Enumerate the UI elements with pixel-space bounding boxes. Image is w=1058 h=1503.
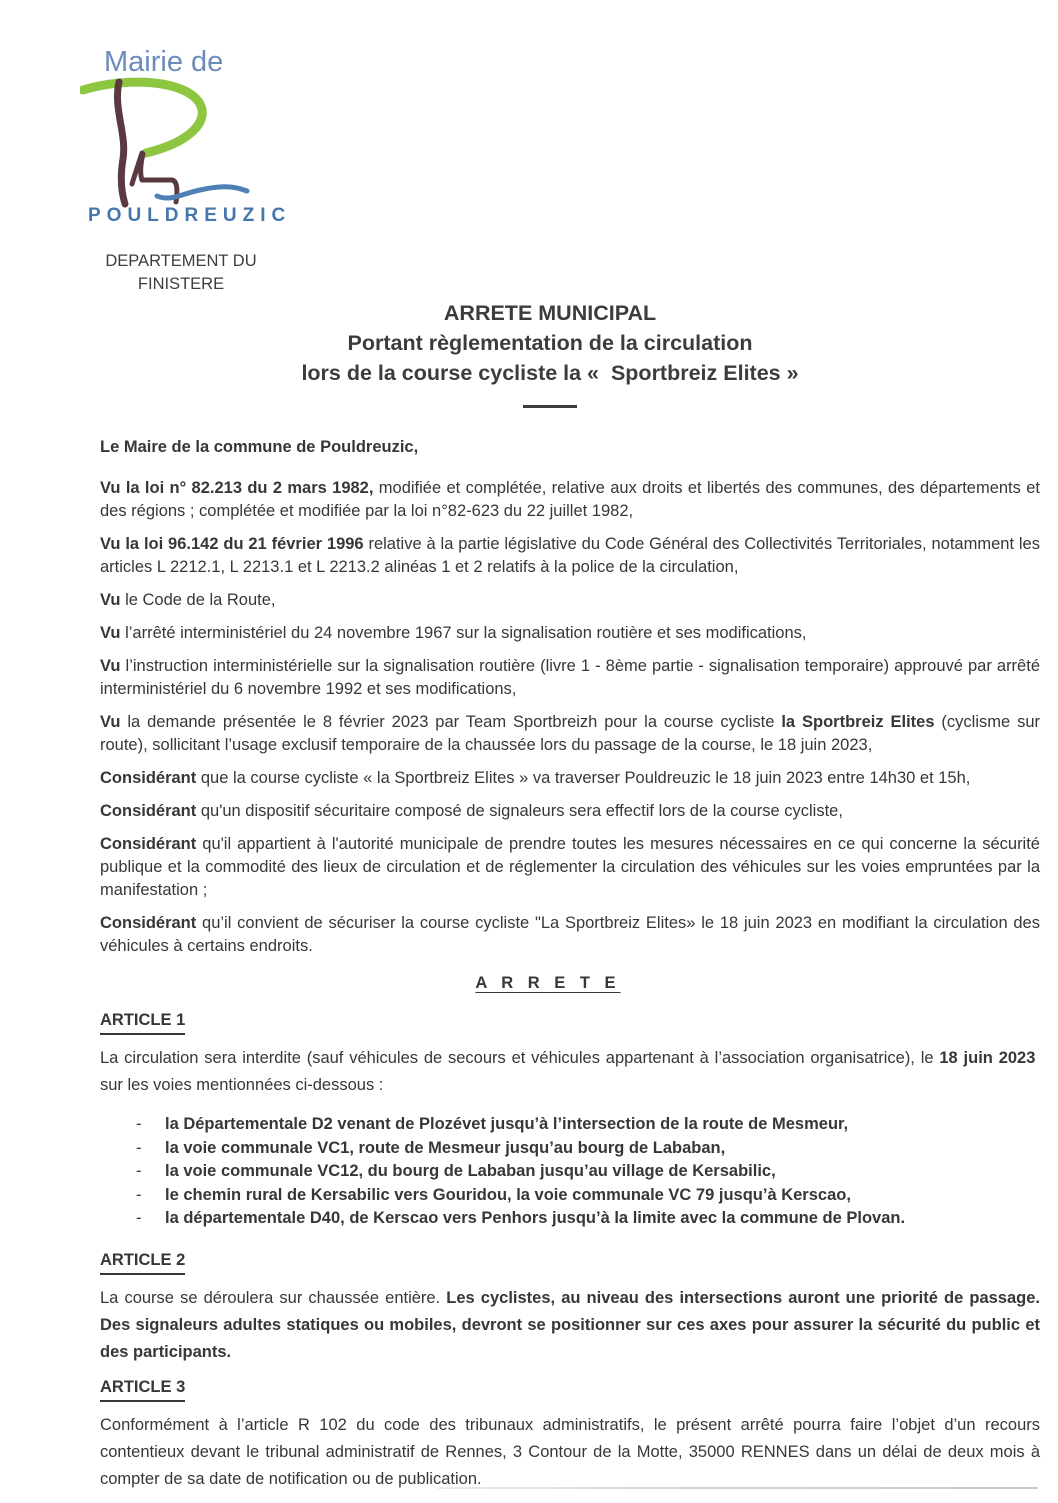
article-2-paragraph: La course se déroulera sur chaussée entière. Les cyclistes, au niveau des intersections auront une priorité de passage. Des signaleurs adultes statiques ou mobiles, devront se positionner sur ces axes pour assurer la sécurité du public et des participants. xyxy=(100,1288,1041,1361)
title-line-3: lors de la course cycliste la « Sportbreiz Elites » xyxy=(301,361,799,385)
article-3-heading: ARTICLE 3 xyxy=(100,1376,185,1402)
document-body xyxy=(100,436,1040,1503)
logo-green-swoosh-icon xyxy=(83,82,202,153)
recital-paragraph-2: Vu la loi 96.142 du 21 février 1996 relative à la partie législative du Code Général des Collectivités Territoriales, notamment les articles L 2212.1, L 2213.1 et L 2213.2 alinéas 1 et 2 relatifs à la police de la circulation, xyxy=(100,535,1040,576)
article-1-intro: La circulation sera interdite (sauf véhicules de secours et véhicules appartenant à l’association organisatrice), le 18 juin 2023 sur les voies mentionnées ci-dessous : xyxy=(100,1049,1040,1094)
list-item: - la départementale D40, de Kerscao vers Penhors jusqu’à la limite avec la commune de Plovan. xyxy=(100,1207,1040,1231)
logo-mairie-de-text: Mairie de xyxy=(104,46,224,78)
recital-paragraph-4: Vu l’arrêté interministériel du 24 novembre 1967 sur la signalisation routière et ses modifications, xyxy=(100,624,807,642)
scan-artifact-line xyxy=(438,1487,1038,1489)
title-line-1: ARRETE MUNICIPAL xyxy=(443,301,657,325)
recital-paragraph-5: Vu l’instruction interministérielle sur la signalisation routière (livre 1 - 8ème partie - signalisation temporaire) approuvé par arrêté interministériel du 6 novembre 1992 et ses modifications, xyxy=(100,657,1040,698)
road-closure-list xyxy=(100,1113,1040,1231)
recital-paragraph-8: Considérant qu'un dispositif sécuritaire composé de signaleurs sera effectif lors de la course cycliste, xyxy=(100,802,843,820)
dash-bullet: - xyxy=(136,1138,142,1157)
dash-bullet: - xyxy=(136,1115,142,1133)
list-item: - la voie communale VC1, route de Mesmeur jusqu’au bourg de Lababan, xyxy=(100,1137,1040,1161)
department-line2: FINISTERE xyxy=(137,275,225,293)
article-1-heading: ARTICLE 1 xyxy=(100,1009,185,1035)
dash-bullet: - xyxy=(136,1185,142,1204)
recital-paragraph-6: Vu la demande présentée le 8 février 2023 par Team Sportbreizh pour la course cycliste la Sportbreiz Elites (cyclisme sur route), sollicitant l’usage exclusif temporaire de la chaussée lors du passage de la course, le 18 juin 2023, xyxy=(100,713,1040,754)
department-block xyxy=(100,250,262,296)
department-line1: DEPARTEMENT DU xyxy=(105,252,257,270)
title-divider xyxy=(523,405,577,408)
recital-paragraph-7: Considérant que la course cycliste « la Sportbreiz Elites » va traverser Pouldreuzic le 18 juin 2023 entre 14h30 et 15h, xyxy=(100,769,971,787)
article-3-paragraph: Conformément à l’article R 102 du code des tribunaux administratifs, le présent arrêté pourra faire l’objet d’un recours contentieux devant le tribunal administratif de Rennes, 3 Contour de la Motte, 35000 RENNES dans un délai de deux mois à compter de sa date de notification ou de publication. xyxy=(100,1415,1040,1488)
logo-brown-stroke-icon xyxy=(117,82,125,204)
list-item: - le chemin rural de Kersabilic vers Gouridou, la voie communale VC 79 jusqu’à Kerscao, xyxy=(100,1184,1040,1208)
title-line-2: Portant règlementation de la circulation xyxy=(347,331,753,355)
article-2-heading: ARTICLE 2 xyxy=(100,1249,185,1275)
logo-blue-wave-icon xyxy=(157,187,247,198)
recital-paragraph-9: Considérant qu'il appartient à l'autorité municipale de prendre toutes les mesures nécessaires en ce qui concerne la sécurité publique et la commodité des lieux de circulation et de réglementer la circulation des véhicules sur les voies empruntées par la manifestation ; xyxy=(100,835,1040,899)
document-title xyxy=(42,298,1058,408)
logo-commune-name: POULDREUZIC xyxy=(88,205,292,226)
salutation: Le Maire de la commune de Pouldreuzic, xyxy=(100,438,419,456)
arrete-heading: A R R E T E xyxy=(475,974,621,992)
dash-bullet: - xyxy=(136,1209,142,1227)
recital-paragraph-10: Considérant qu’il convient de sécuriser la course cycliste "La Sportbreiz Elites» le 18 juin 2023 en modifiant la circulation des véhicules à certains endroits. xyxy=(100,914,1040,955)
pouldreuzic-logo xyxy=(80,74,265,210)
dash-bullet: - xyxy=(136,1162,142,1180)
list-item: - la Départementale D2 venant de Plozévet jusqu’à l’intersection de la route de Mesmeur, xyxy=(100,1113,1040,1137)
recital-paragraph-1: Vu la loi n° 82.213 du 2 mars 1982, modifiée et complétée, relative aux droits et libertés des communes, des départements et des régions ; complétée et modifiée par la loi n°82-623 du 22 juillet 1982, xyxy=(100,479,1040,520)
list-item: - la voie communale VC12, du bourg de Lababan jusqu’au village de Kersabilic, xyxy=(100,1160,1040,1184)
recital-paragraph-3: Vu le Code de la Route, xyxy=(100,591,276,609)
